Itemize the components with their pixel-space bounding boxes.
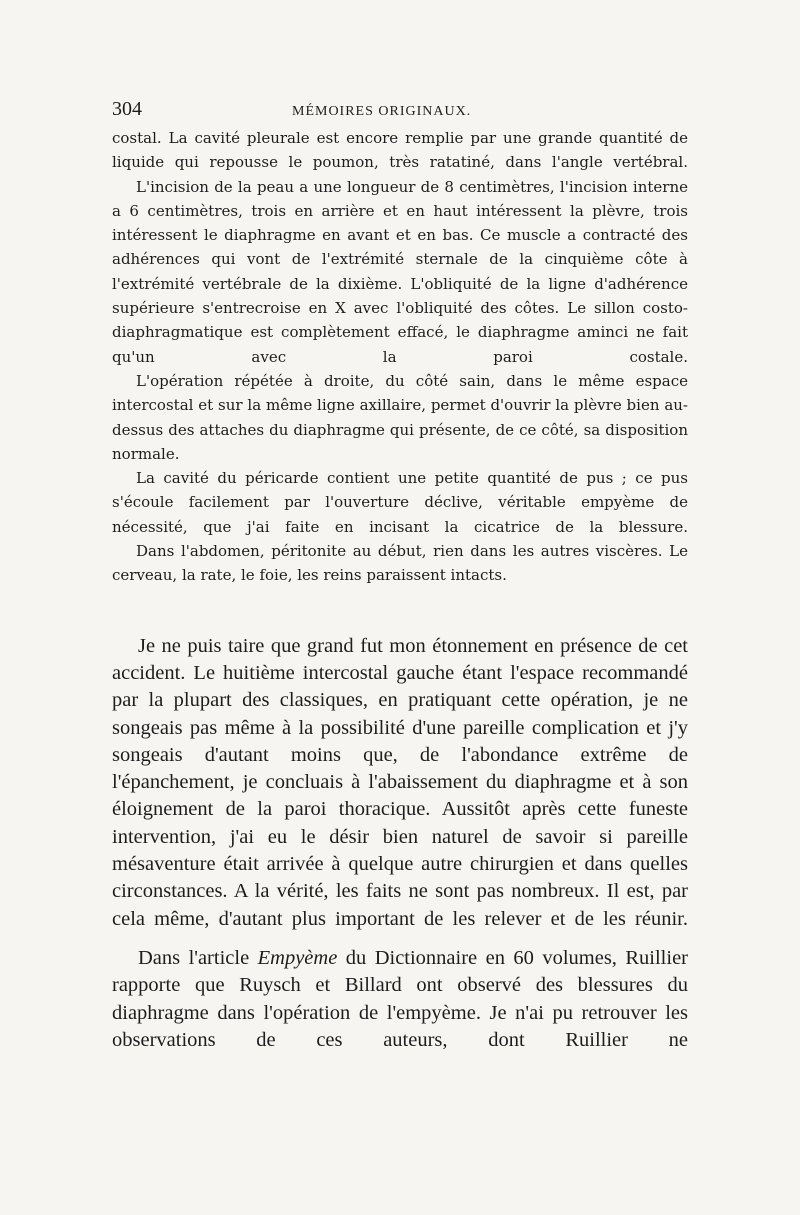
paragraph: costal. La cavité pleurale est encore remplie par une grande quantité de liquide qui repousse le poumon, très ratatiné, dans l'angle vertébral. — [112, 129, 688, 172]
case-report-section — [112, 126, 688, 588]
section-gap — [112, 588, 688, 633]
paragraph: L'incision de la peau a une longueur de 8 centimètres, l'incision interne a 6 centimètres, trois en arrière et en haut intéressent la plèvre, trois intéressent le diaphragme en avant et en bas. Ce muscle a contracté des adhérences qui vont de l'extrémité sternale de la cinquième côte à l'extrémité vertébrale de la dixième. L'obliquité de la ligne d'adhérence supérieure s'entrecroise en X avec l'obliquité des côtes. Le sillon costo-diaphragmatique est complètement effacé, le diaphragme aminci ne fait qu'un avec la paroi costale. — [112, 177, 688, 366]
discussion-section — [112, 633, 688, 1054]
paragraph: L'opération répétée à droite, du côté sain, dans le même espace intercostal et sur la même ligne axillaire, permet d'ouvrir la plèvre bien au-dessus des attaches du diaphragme qui présente, de ce côté, sa disposition normale. — [112, 371, 688, 463]
page-header — [112, 98, 688, 126]
paragraph — [112, 945, 688, 1054]
paragraph: Je ne puis taire que grand fut mon étonnement en présence de cet accident. Le huitième intercostal gauche étant l'espace recommandé par la plupart des classiques, en pratiquant cette opération, je ne songeais pas même à la possibilité d'une pareille complication et j'y songeais d'autant moins que, de l'abondance extrême de l'épanchement, je concluais à l'abaissement du diaphragme et à son éloignement de la paroi thoracique. Aussitôt après cette funeste intervention, j'ai eu le désir bien naturel de savoir si pareille mésaventure était arrivée à quelque autre chirurgien et dans quelles circonstances. A la vérité, les faits ne sont pas nombreux. Il est, par cela même, d'autant plus important de les relever et de les réunir. — [112, 634, 688, 930]
text-run: du Dictionnaire en 60 volumes, Ruillier rapporte que Ruysch et Billard ont observé des blessures du diaphragme dans l'opération de l'empyème. Je n'ai pu retrouver les observations de ces auteurs, dont Ruillier ne — [112, 946, 688, 1051]
book-page — [112, 98, 688, 1054]
paragraph: Dans l'abdomen, péritonite au début, rien dans les autres viscères. Le cerveau, la rate, le foie, les reins paraissent intacts. — [112, 542, 688, 585]
running-title: MÉMOIRES ORIGINAUX. — [292, 104, 472, 119]
paragraph: La cavité du péricarde contient une petite quantité de pus ; ce pus s'écoule facilement par l'ouverture déclive, véritable empyème de nécessité, que j'ai faite en incisant la cicatrice de la blessure. — [112, 469, 688, 536]
italic-term: Empyème — [257, 946, 338, 969]
page-number: 304 — [112, 98, 142, 120]
text-run: Dans l'article — [138, 946, 258, 969]
